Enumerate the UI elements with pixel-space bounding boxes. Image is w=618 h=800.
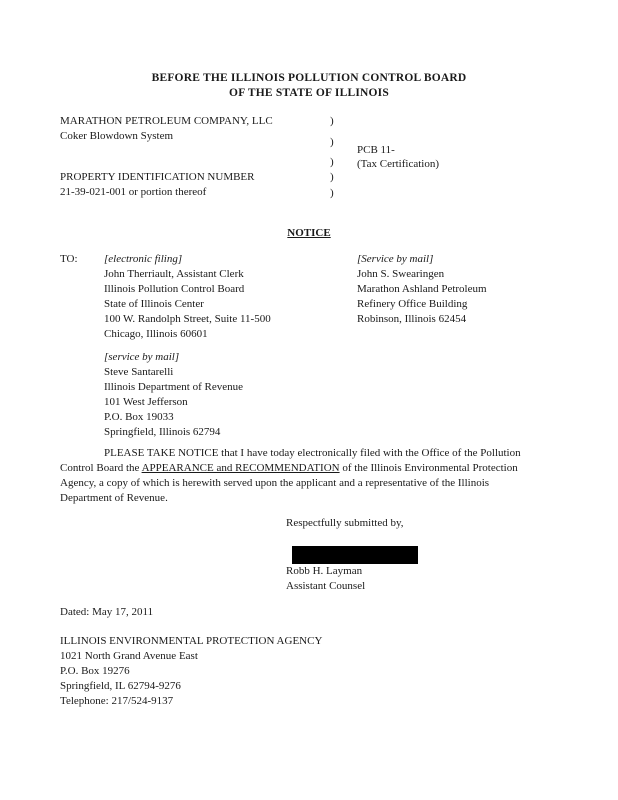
caption-paren: ) bbox=[330, 136, 334, 148]
signer-title: Assistant Counsel bbox=[286, 580, 366, 592]
caption-paren: ) bbox=[330, 115, 334, 127]
service-method: [electronic filing] bbox=[104, 253, 183, 265]
address-line: John Therriault, Assistant Clerk bbox=[104, 268, 244, 280]
caption-paren: ) bbox=[330, 156, 334, 168]
address-line: Illinois Pollution Control Board bbox=[104, 283, 245, 295]
redacted-signature bbox=[292, 546, 418, 564]
address-line: Illinois Department of Revenue bbox=[104, 381, 243, 393]
address-line: John S. Swearingen bbox=[357, 268, 445, 280]
agency-name: ILLINOIS ENVIRONMENTAL PROTECTION AGENCY bbox=[60, 635, 323, 647]
address-line: Marathon Ashland Petroleum bbox=[357, 283, 487, 295]
address-line: Robinson, Illinois 62454 bbox=[357, 313, 467, 325]
body-text: PLEASE TAKE NOTICE that I have today electronically filed with the Office of the Pollution Control Board the bbox=[60, 447, 521, 474]
caption-paren: ) bbox=[330, 171, 334, 183]
agency-block bbox=[60, 634, 322, 709]
address-line: Refinery Office Building bbox=[357, 298, 468, 310]
tax-certification: (Tax Certification) bbox=[357, 158, 440, 170]
party-name: MARATHON PETROLEUM COMPANY, LLC bbox=[60, 115, 273, 127]
service-method: [service by mail] bbox=[104, 351, 180, 363]
address-line: 100 W. Randolph Street, Suite 11-500 bbox=[104, 313, 271, 325]
property-value: 21-39-021-001 or portion thereof bbox=[60, 186, 207, 198]
pcb-number: PCB 11- bbox=[357, 144, 395, 156]
document-heading-line2: OF THE STATE OF ILLINOIS bbox=[229, 87, 389, 99]
body-text: of the Illinois Environmental Protection Agency, a copy of which is herewith served upon the applicant and a representative of the Illinois Department of Revenue. bbox=[60, 462, 518, 504]
signature-closing: Respectfully submitted by, bbox=[286, 517, 404, 529]
property-label: PROPERTY IDENTIFICATION NUMBER bbox=[60, 171, 255, 183]
address-line: Chicago, Illinois 60601 bbox=[104, 328, 208, 340]
service-method: [Service by mail] bbox=[357, 253, 434, 265]
recipient-left bbox=[104, 252, 271, 342]
recipient-right bbox=[357, 252, 487, 327]
document-heading-line1: BEFORE THE ILLINOIS POLLUTION CONTROL BOARD bbox=[151, 72, 467, 84]
notice-title: NOTICE bbox=[287, 227, 331, 239]
body-underlined-text: APPEARANCE and RECOMMENDATION bbox=[141, 462, 340, 474]
notice-body-paragraph bbox=[60, 446, 530, 506]
address-line: Steve Santarelli bbox=[104, 366, 174, 378]
address-line: Springfield, Illinois 62794 bbox=[104, 426, 221, 438]
agency-address-line: 1021 North Grand Avenue East bbox=[60, 650, 198, 662]
agency-address-line: P.O. Box 19276 bbox=[60, 665, 130, 677]
caption-paren: ) bbox=[330, 187, 334, 199]
to-label: TO: bbox=[60, 253, 78, 265]
party-subtitle: Coker Blowdown System bbox=[60, 130, 174, 142]
recipient-third bbox=[104, 350, 243, 440]
signer-name: Robb H. Layman bbox=[286, 565, 363, 577]
address-line: P.O. Box 19033 bbox=[104, 411, 174, 423]
agency-address-line: Springfield, IL 62794-9276 bbox=[60, 680, 181, 692]
address-line: State of Illinois Center bbox=[104, 298, 204, 310]
dated-line: Dated: May 17, 2011 bbox=[60, 606, 154, 618]
agency-telephone: Telephone: 217/524-9137 bbox=[60, 695, 174, 707]
address-line: 101 West Jefferson bbox=[104, 396, 188, 408]
